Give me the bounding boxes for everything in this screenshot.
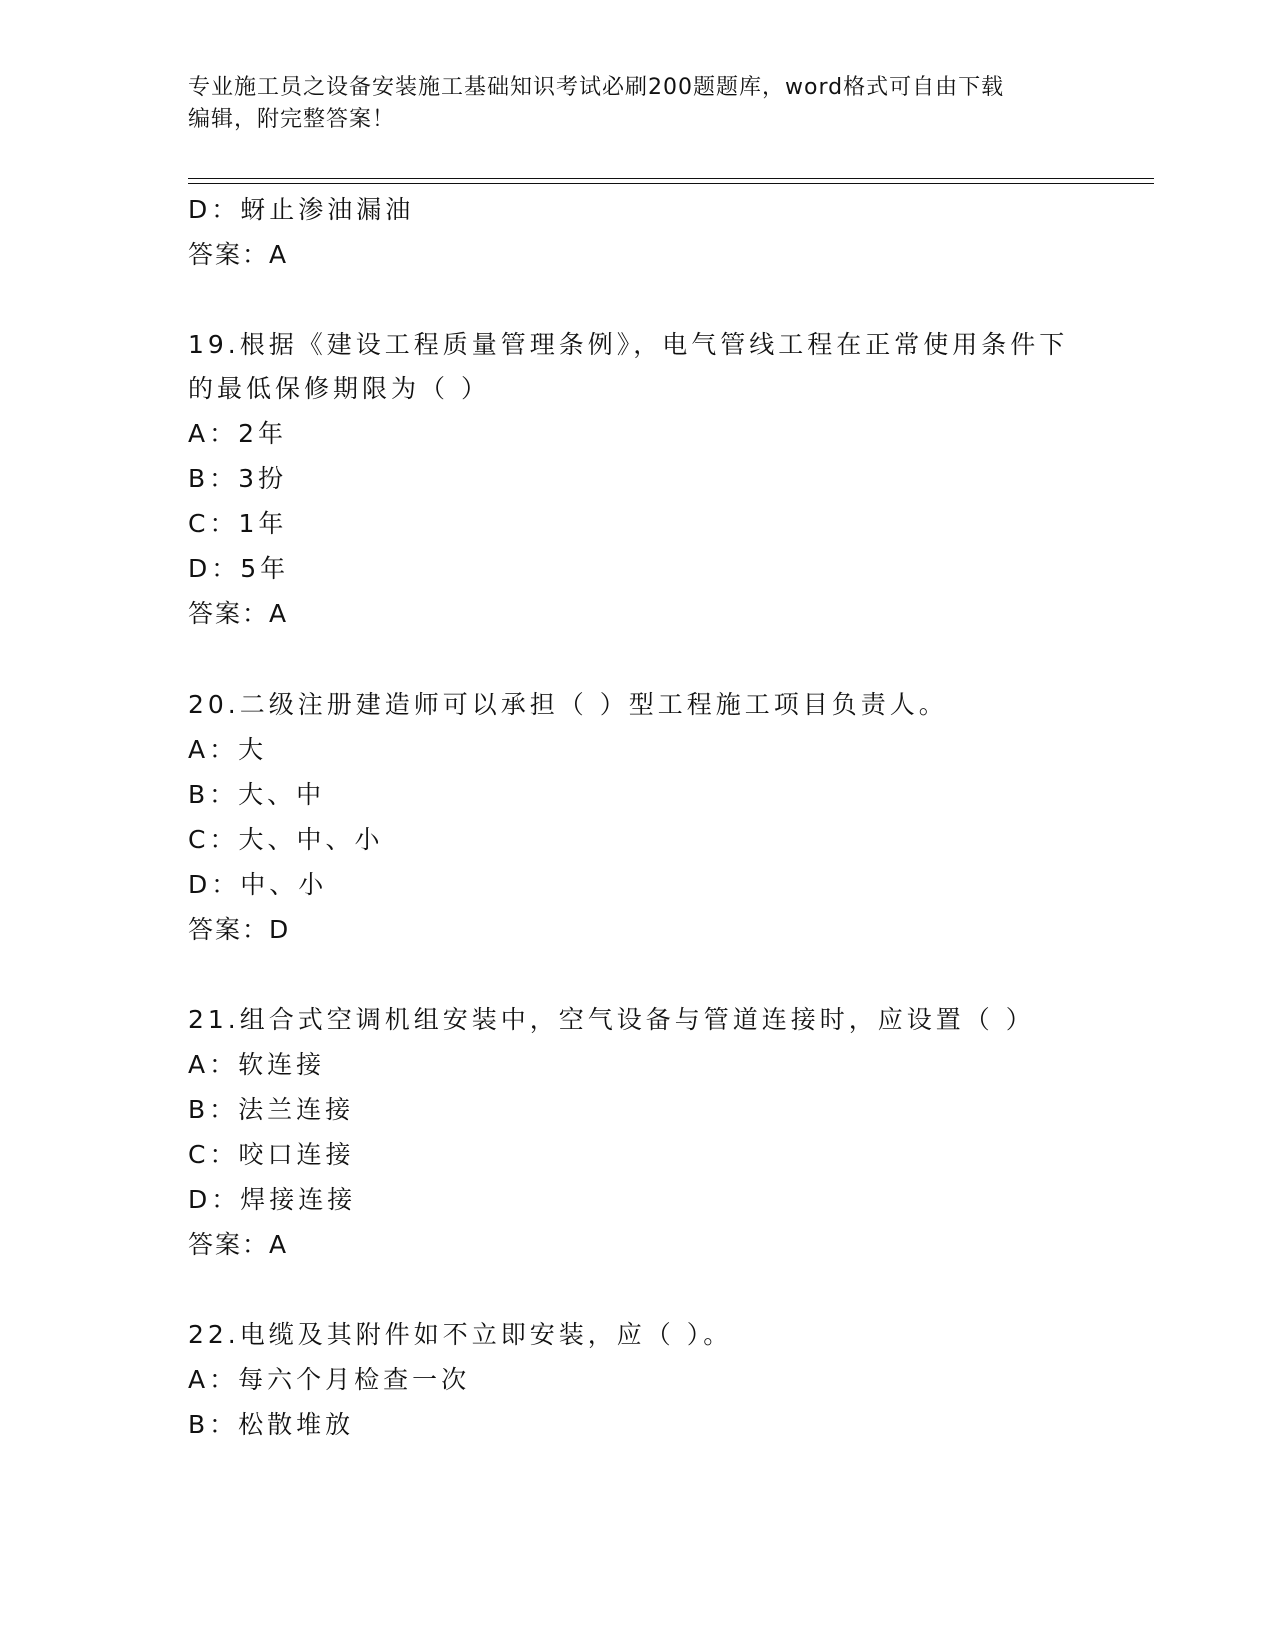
question-line: 的最低保修期限为（ ） [188,374,490,403]
option-line: D：中、小 [188,870,328,899]
answer-line: 答案：A [188,240,289,269]
header-divider-bottom [188,183,1154,184]
answer-line: 答案：A [188,1230,289,1259]
question-line: 20.二级注册建造师可以承担（ ）型工程施工项目负责人。 [188,690,948,719]
answer-line: 答案：A [188,599,289,628]
question-line: 22.电缆及其附件如不立即安装，应（ ）。 [188,1320,733,1349]
option-line: A：软连接 [188,1050,326,1079]
option-line: A：每六个月检查一次 [188,1365,471,1394]
header-line-1: 专业施工员之设备安装施工基础知识考试必刷200题题库，word格式可自由下载 [188,75,1005,100]
option-line: C：大、中、小 [188,825,384,854]
header-divider-top [188,178,1154,179]
header-line-2: 编辑，附完整答案！ [188,107,396,132]
option-line: D：5年 [188,554,290,583]
option-line: A：2年 [188,419,288,448]
option-line: D：焊接连接 [188,1185,357,1214]
option-line: A：大 [188,735,268,764]
question-line: 19.根据《建设工程质量管理条例》，电气管线工程在正常使用条件下 [188,330,1069,359]
option-line: C：咬口连接 [188,1140,355,1169]
option-line: D：蚜止渗油漏油 [188,195,415,224]
answer-line: 答案：D [188,915,291,944]
option-line: B：3扮 [188,464,288,493]
option-line: C：1年 [188,509,288,538]
option-line: B：法兰连接 [188,1095,355,1124]
option-line: B：大、中 [188,780,326,809]
question-line: 21.组合式空调机组安装中，空气设备与管道连接时，应设置（ ） [188,1005,1035,1034]
document-header [188,72,1088,136]
option-line: B：松散堆放 [188,1410,355,1439]
